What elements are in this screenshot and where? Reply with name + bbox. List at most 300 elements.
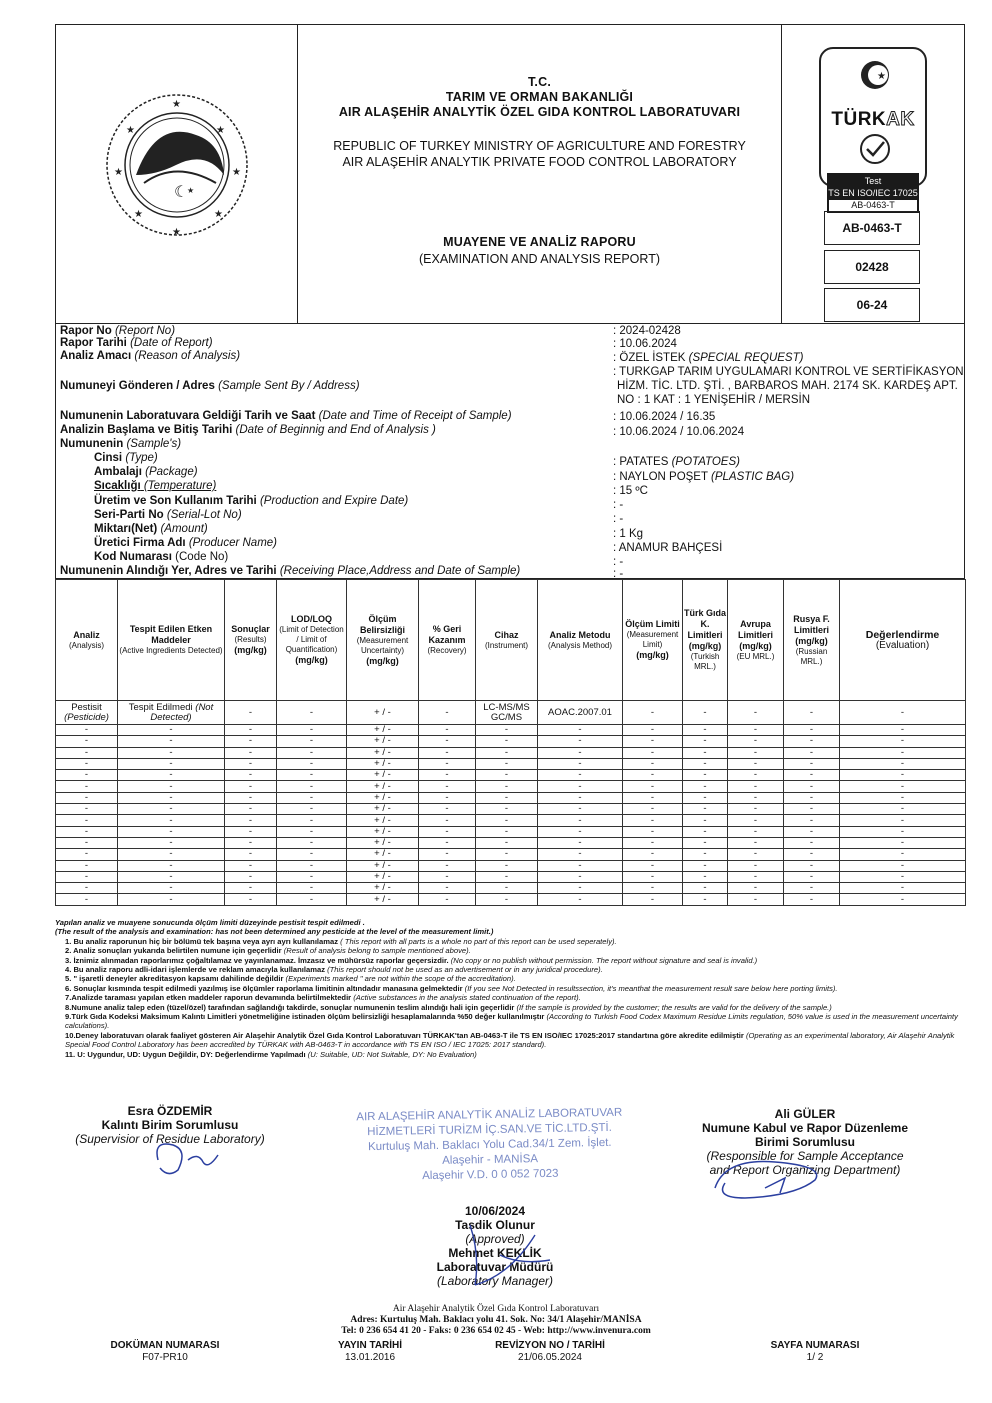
table-cell: - [840,883,966,894]
lab-title-en: AIR ALAŞEHİR ANALYTIK PRIVATE FOOD CONTROL LABORATORY [342,155,737,169]
col-eu-mrl: Avrupa Limitleri (mg/kg) (EU MRL.) [728,580,784,701]
note-item: 10.Deney laboratuvarı olarak faaliyet gösteren Air Alaşehir Analytik Özel Gıda Kontrol Laboratuvarı TÜRKAK'tan AB-0463-T ile TS EN ISO/IEC 17025:2017 standartına göre akredite edilmiştir (Operating as an experimental laboratory, Air Alaşehir Analytik Special Food Control Laboratory has been accredited by TÜRKAK with AB-0463-T in accordance with TS EN ISO / IEC 17025: 2017 standard). [65,1030,955,1050]
table-cell: - [277,849,347,860]
table-cell: + / - [347,871,419,882]
table-cell: - [225,792,277,803]
table-cell: - [118,849,225,860]
table-cell: - [784,837,840,848]
table-cell: - [225,871,277,882]
check-icon [821,131,929,171]
cell-result: - [225,701,277,725]
note-item: 6. Sonuçlar kısmında tespit edilmedi yazılmış ise ölçümler raporlama limitinin altındadır manasına gelmektedir (If you see Not Detected in resultssection, it's meanthat the measurement result sare below here porting limits). [65,983,838,993]
table-cell: - [277,804,347,815]
receiving-place-value: : - [613,568,624,580]
table-cell: - [56,781,118,792]
table-cell: - [538,883,623,894]
table-cell: + / - [347,758,419,769]
table-row [56,725,966,736]
right-signer-title-en-1: (Responsible for Sample Acceptance [706,1149,904,1163]
svg-text:☾: ☾ [174,182,189,201]
table-cell: - [683,747,728,758]
table-row [56,747,966,758]
col-recovery: % Geri Kazanım (Recovery) [419,580,476,701]
table-cell: - [683,837,728,848]
turkak-crescent-icon [821,49,929,109]
table-cell: - [784,792,840,803]
cell-analysis: Pestisit (Pesticide) [56,701,118,725]
table-cell: - [728,837,784,848]
table-cell: - [118,804,225,815]
package-value: : NAYLON POŞET (PLASTIC BAG) [613,471,795,483]
table-cell: - [56,815,118,826]
table-cell: - [728,804,784,815]
table-cell: - [56,747,118,758]
amount-value: : 1 Kg [613,528,644,540]
cell-uncertainty: + / - [347,701,419,725]
report-header [55,24,965,324]
table-cell: + / - [347,736,419,747]
table-cell: + / - [347,725,419,736]
table-cell: - [683,736,728,747]
table-cell: - [277,815,347,826]
table-cell: - [419,883,476,894]
table-cell: - [225,781,277,792]
footer-lab-name: Air Alaşehir Analytik Özel Gıda Kontrol Laboratuvarı [392,1304,600,1314]
cell-eu-mrl: - [728,701,784,725]
col-russian-mrl: Rusya F. Limitleri (mg/kg) (Russian MRL.) [784,580,840,701]
table-cell: - [56,725,118,736]
ministry-title-en: REPUBLIC OF TURKEY MINISTRY OF AGRICULTURE AND FORESTRY [333,139,746,153]
accreditation-code: AB-0463-T [824,211,920,245]
col-evaluation: Değerlendirme (Evaluation) [840,580,966,701]
table-cell: - [419,837,476,848]
table-cell: - [476,871,538,882]
samples-label: Numunenin (Sample's) [60,438,182,450]
table-cell: - [118,860,225,871]
table-cell: - [56,894,118,905]
table-cell: - [538,758,623,769]
table-cell: - [683,849,728,860]
production-value: : - [613,499,624,511]
sender-value-line3: NO : 1 KAT : 1 YENİŞEHİR / MERSİN [617,394,810,406]
table-cell: - [683,815,728,826]
table-cell: - [683,826,728,837]
table-cell: - [728,736,784,747]
table-cell: - [476,815,538,826]
amount-label: Miktarı(Net) (Amount) [94,523,208,535]
footer-address: Adres: Kurtuluş Mah. Baklacı yolu 41. Sok. No: 34/1 Alaşehir/MANİSA [350,1315,642,1325]
table-cell: - [683,770,728,781]
table-row [56,736,966,747]
table-cell: - [784,894,840,905]
table-cell: - [118,837,225,848]
table-cell: - [118,883,225,894]
analysis-reason-value: : ÖZEL İSTEK (SPECIAL REQUEST) [613,352,804,364]
table-cell: - [419,781,476,792]
left-signature-scribble [148,1130,228,1180]
production-label: Üretim ve Son Kullanım Tarihi (Production and Expire Date) [94,495,409,507]
table-cell: - [225,725,277,736]
results-table [55,579,966,906]
table-cell: + / - [347,826,419,837]
table-cell: - [784,826,840,837]
table-cell: - [118,770,225,781]
table-cell: - [728,826,784,837]
table-cell: - [419,770,476,781]
table-cell: - [623,837,683,848]
table-cell: - [728,770,784,781]
table-cell: - [623,860,683,871]
table-cell: - [476,849,538,860]
note-item: 2. Analiz sonuçları yukarıda belirtilen numune için geçerlidir (Result of analysis belong to sample mentioned above). [65,946,471,956]
footer-publish-date: YAYIN TARİHİ 13.01.2016 [337,1340,403,1363]
table-cell: + / - [347,860,419,871]
table-cell: - [840,804,966,815]
table-cell: - [277,792,347,803]
table-cell: - [840,747,966,758]
analysis-dates-label: Analizin Başlama ve Bitiş Tarihi (Date of Beginnig and End of Analysis ) [60,424,436,436]
table-cell: + / - [347,792,419,803]
table-cell: - [476,736,538,747]
note-item: 8.Numune analiz talep eden (tüzel/özel) tarafından sağlandığı takdirde, sonuçlar numunenin teslim alındığı hali için geçerlidir (If the sample is provided by the customer; the results are valid for the delivery of the sample.) [65,1002,832,1012]
approval-text-en: (Approved) [465,1232,525,1246]
cell-tr-mrl: - [683,701,728,725]
table-cell: + / - [347,837,419,848]
table-cell: - [118,815,225,826]
note-item: 11. U: Uygundur, UD: Uygun Değildir, DY: Değerlendirme Yapılmadı (U: Suitable, UD: Not Suitable, DY: No Evaluation) [65,1049,477,1059]
lot-label: Seri-Parti No (Serial-Lot No) [94,509,242,521]
table-cell: - [728,815,784,826]
col-method: Analiz Metodu (Analysis Method) [538,580,623,701]
table-cell: - [225,849,277,860]
table-cell: - [476,747,538,758]
cell-limit: - [623,701,683,725]
table-cell: - [538,804,623,815]
table-cell: - [225,826,277,837]
table-cell: - [225,736,277,747]
manager-title-en: (Laboratory Manager) [436,1274,554,1288]
table-cell: - [118,758,225,769]
table-cell: - [225,747,277,758]
table-cell: - [840,736,966,747]
table-cell: - [538,781,623,792]
table-cell: - [118,792,225,803]
table-cell: - [225,804,277,815]
table-cell: - [277,837,347,848]
table-cell: + / - [347,894,419,905]
table-cell: - [538,815,623,826]
table-cell: - [728,792,784,803]
right-signer-title-1: Numune Kabul ve Rapor Düzenleme [701,1121,909,1135]
table-cell: - [419,725,476,736]
table-cell: - [538,894,623,905]
cell-ru-mrl: - [784,701,840,725]
table-cell: - [623,792,683,803]
type-value: : PATATES (POTATOES) [613,456,740,468]
table-cell: - [784,770,840,781]
turkak-logo [819,47,927,187]
table-cell: - [277,758,347,769]
table-cell: - [623,883,683,894]
table-cell: - [728,849,784,860]
table-cell: + / - [347,883,419,894]
table-cell: - [118,736,225,747]
report-no-label: Rapor No (Report No) [60,325,176,337]
table-cell: - [728,725,784,736]
table-cell: - [419,804,476,815]
table-cell: - [728,747,784,758]
type-label: Cinsi (Type) [94,452,158,464]
report-number-code: 02428 [824,250,920,284]
svg-text:★: ★ [216,125,225,136]
table-cell: - [476,894,538,905]
table-cell: - [840,725,966,736]
footer-page-number: SAYFA NUMARASI 1/ 2 [770,1340,860,1363]
table-cell: - [56,792,118,803]
table-cell: - [419,860,476,871]
table-cell: - [56,860,118,871]
table-cell: - [56,758,118,769]
table-cell: - [623,736,683,747]
table-cell: - [419,894,476,905]
svg-text:★: ★ [877,71,886,82]
table-cell: - [784,804,840,815]
report-date-value: : 10.06.2024 [613,338,677,350]
svg-text:★: ★ [232,167,241,178]
table-cell: - [623,770,683,781]
table-cell: - [419,849,476,860]
svg-text:★: ★ [172,99,181,110]
cell-instrument: LC-MS/MS GC/MS [476,701,538,725]
table-cell: - [476,826,538,837]
note-item: 4. Bu analiz raporu adli-idari işlemlerde ve reklam amacıyla kullanılamaz (This report should not be used as an advertisement or in any juridical procedure). [65,965,603,975]
table-cell: - [277,736,347,747]
code-label: Kod Numarası (Code No) [94,551,229,563]
table-cell: - [419,826,476,837]
table-cell: - [225,860,277,871]
col-active-ingredients: Tespit Edilen Etken Maddeler (Active Ingredients Detected) [118,580,225,701]
note-item: 9.Türk Gıda Kodeksi Maksimum Kalıntı Limitleri yönetmeliğine istinaden ölçüm belirsizliği hesaplamalarında %50 değer kullanılmıştır (According to Turkish Food Codex Maximum Residue Limits regulation, 50% value is used in the measurement uncertainty calculations). [65,1012,958,1031]
table-cell: - [419,792,476,803]
table-cell: - [623,815,683,826]
right-signer-name: Ali GÜLER [774,1107,836,1121]
table-cell: - [118,871,225,882]
cell-recovery: - [419,701,476,725]
table-header-row [56,580,966,701]
table-cell: - [419,736,476,747]
table-row [56,792,966,803]
table-cell: - [683,883,728,894]
col-turkish-mrl: Türk Gıda K. Limitleri (mg/kg) (Turkish MRL.) [683,580,728,701]
table-cell: - [784,883,840,894]
sender-value-line1: : TURKGAP TARIM UYGULAMARI KONTROL VE SERTİFİKASYON [613,366,964,378]
table-cell: - [623,894,683,905]
table-cell: - [118,781,225,792]
receiving-place-label: Numunenin Alındığı Yer, Adres ve Tarihi (Receiving Place,Address and Date of Sample) [60,565,521,577]
table-cell: - [277,860,347,871]
table-cell: + / - [347,747,419,758]
table-cell: - [419,758,476,769]
table-cell: + / - [347,815,419,826]
code-value: : - [613,556,624,568]
table-cell: - [538,747,623,758]
turkak-test-badge: Test TS EN ISO/IEC 17025 AB-0463-T [827,173,919,213]
table-cell: - [784,725,840,736]
table-row [56,701,966,725]
table-cell: - [840,860,966,871]
report-title-en: (EXAMINATION AND ANALYSIS REPORT) [418,252,661,266]
table-cell: - [784,815,840,826]
table-cell: - [840,826,966,837]
company-stamp: AIR ALAŞEHİR ANALYTİK ANALİZ LABORATUVAR HİZMETLERİ TURİZM İÇ.SAN.VE TİC.LTD.ŞTİ. Kurtuluş Mah. Baklacı Yolu Cad.34/1 Zem. İşlet. Alaşehir - MANİSA Alaşehir V.D. 0 0 052 7023 [356,1106,623,1183]
table-cell: - [683,804,728,815]
table-cell: - [784,736,840,747]
table-cell: - [840,815,966,826]
table-cell: - [476,725,538,736]
table-cell: - [623,758,683,769]
table-row [56,804,966,815]
table-cell: - [56,770,118,781]
table-cell: + / - [347,781,419,792]
sender-value-line2: HİZM. TİC. LTD. ŞTİ. , BARBAROS MAH. 2174 SK. KARDEŞ APT. [617,380,958,392]
ministry-title-tr: TARIM VE ORMAN BAKANLIĞI [445,90,634,104]
table-cell: - [728,860,784,871]
report-notes [55,918,965,1059]
table-cell: - [56,883,118,894]
producer-label: Üretici Firma Adı (Producer Name) [94,537,278,549]
table-cell: - [476,837,538,848]
turkak-wordmark: TÜRKAK [831,109,915,130]
cell-method: AOAC.2007.01 [538,701,623,725]
table-cell: - [840,849,966,860]
table-row [56,849,966,860]
table-cell: - [277,883,347,894]
left-signer-name: Esra ÖZDEMİR [127,1104,213,1118]
lot-value: : - [613,513,624,525]
table-cell: - [419,871,476,882]
receipt-label: Numunenin Laboratuvara Geldiği Tarih ve Saat (Date and Time of Receipt of Sample) [60,410,512,422]
table-row [56,815,966,826]
table-cell: - [538,849,623,860]
table-cell: - [476,860,538,871]
table-cell: - [118,725,225,736]
package-label: Ambalajı (Package) [94,466,198,478]
col-lod-loq: LOD/LOQ (Limit of Detection / Limit of Quantification) (mg/kg) [277,580,347,701]
footer-revision: REVİZYON NO / TARİHİ 21/06.05.2024 [495,1340,605,1363]
table-cell: - [728,871,784,882]
producer-value: : ANAMUR BAHÇESİ [613,542,723,554]
left-signer-title-en: (Supervisior of Residue Laboratory) [75,1132,265,1146]
table-cell: - [840,894,966,905]
table-row [56,894,966,905]
table-cell: - [538,871,623,882]
table-row [56,826,966,837]
right-signer-title-2: Birimi Sorumlusu [754,1135,855,1149]
table-cell: - [419,747,476,758]
right-signer-title-en-2: and Report Organizing Department) [709,1163,901,1177]
table-cell: - [225,883,277,894]
table-row [56,837,966,848]
table-cell: - [225,837,277,848]
table-cell: - [728,883,784,894]
right-signature-scribble [705,1148,845,1208]
table-cell: - [784,849,840,860]
approval-date: 10/06/2024 [464,1204,526,1218]
table-cell: - [277,725,347,736]
table-cell: - [840,792,966,803]
table-cell: - [623,871,683,882]
col-measurement-limit: Ölçüm Limiti (Measurement Limit) (mg/kg) [623,580,683,701]
svg-text:★: ★ [214,209,223,220]
accreditation-cell [782,25,964,323]
svg-text:★: ★ [126,125,135,136]
manager-name: Mehmet KEKLİK [448,1246,542,1260]
table-cell: - [277,781,347,792]
table-cell: - [118,894,225,905]
table-cell: - [538,725,623,736]
footer-doc-number: DOKÜMAN NUMARASI F07-PR10 [110,1340,220,1363]
sender-label: Numuneyi Gönderen / Adres (Sample Sent By / Address) [60,380,360,392]
lab-title-tr: AIR ALAŞEHİR ANALYTİK ÖZEL GIDA KONTROL LABORATUVARI [338,105,741,119]
table-cell: - [225,815,277,826]
table-cell: - [538,770,623,781]
table-cell: - [683,781,728,792]
table-cell: + / - [347,770,419,781]
cell-evaluation: - [840,701,966,725]
report-title-tr: MUAYENE VE ANALİZ RAPORU [443,235,636,249]
table-row [56,770,966,781]
note-item: 1. Bu analiz raporunun hiç bir bölümü tek başına veya ayrı ayrı kullanılamaz ( This report with all parts is a whole no part of this report can be used seperately). [65,936,617,946]
table-cell: - [683,792,728,803]
cell-lod: - [277,701,347,725]
ministry-logo-cell [56,25,298,323]
table-cell: - [277,826,347,837]
table-cell: - [277,747,347,758]
table-cell: - [476,770,538,781]
temperature-value: : 15 ºC [613,485,648,497]
table-cell: - [683,758,728,769]
table-cell: - [476,804,538,815]
approval-text: Tasdik Olunur [455,1218,535,1232]
table-cell: - [277,770,347,781]
table-cell: - [728,758,784,769]
table-cell: - [118,826,225,837]
receipt-value: : 10.06.2024 / 16.35 [613,411,716,423]
footer-contact: Tel: 0 236 654 41 20 - Faks: 0 236 654 02 45 - Web: http://www.invenura.com [341,1326,651,1336]
table-cell: - [784,871,840,882]
table-cell: - [683,860,728,871]
manager-signature-scribble [440,1215,560,1295]
table-row [56,758,966,769]
table-cell: - [683,725,728,736]
month-code: 06-24 [824,288,920,322]
table-cell: - [277,894,347,905]
table-cell: - [623,826,683,837]
table-cell: - [840,871,966,882]
table-cell: - [56,804,118,815]
table-cell: - [118,747,225,758]
table-cell: - [728,894,784,905]
table-cell: - [476,792,538,803]
temperature-label: Sıcaklığı (Temperature) [94,480,217,492]
header-titles [298,25,782,323]
col-uncertainty: Ölçüm Belirsizliği (Measurement Uncertainty) (mg/kg) [347,580,419,701]
table-row [56,883,966,894]
table-cell: - [728,781,784,792]
table-row [56,781,966,792]
table-cell: - [840,758,966,769]
svg-text:★: ★ [172,227,181,238]
